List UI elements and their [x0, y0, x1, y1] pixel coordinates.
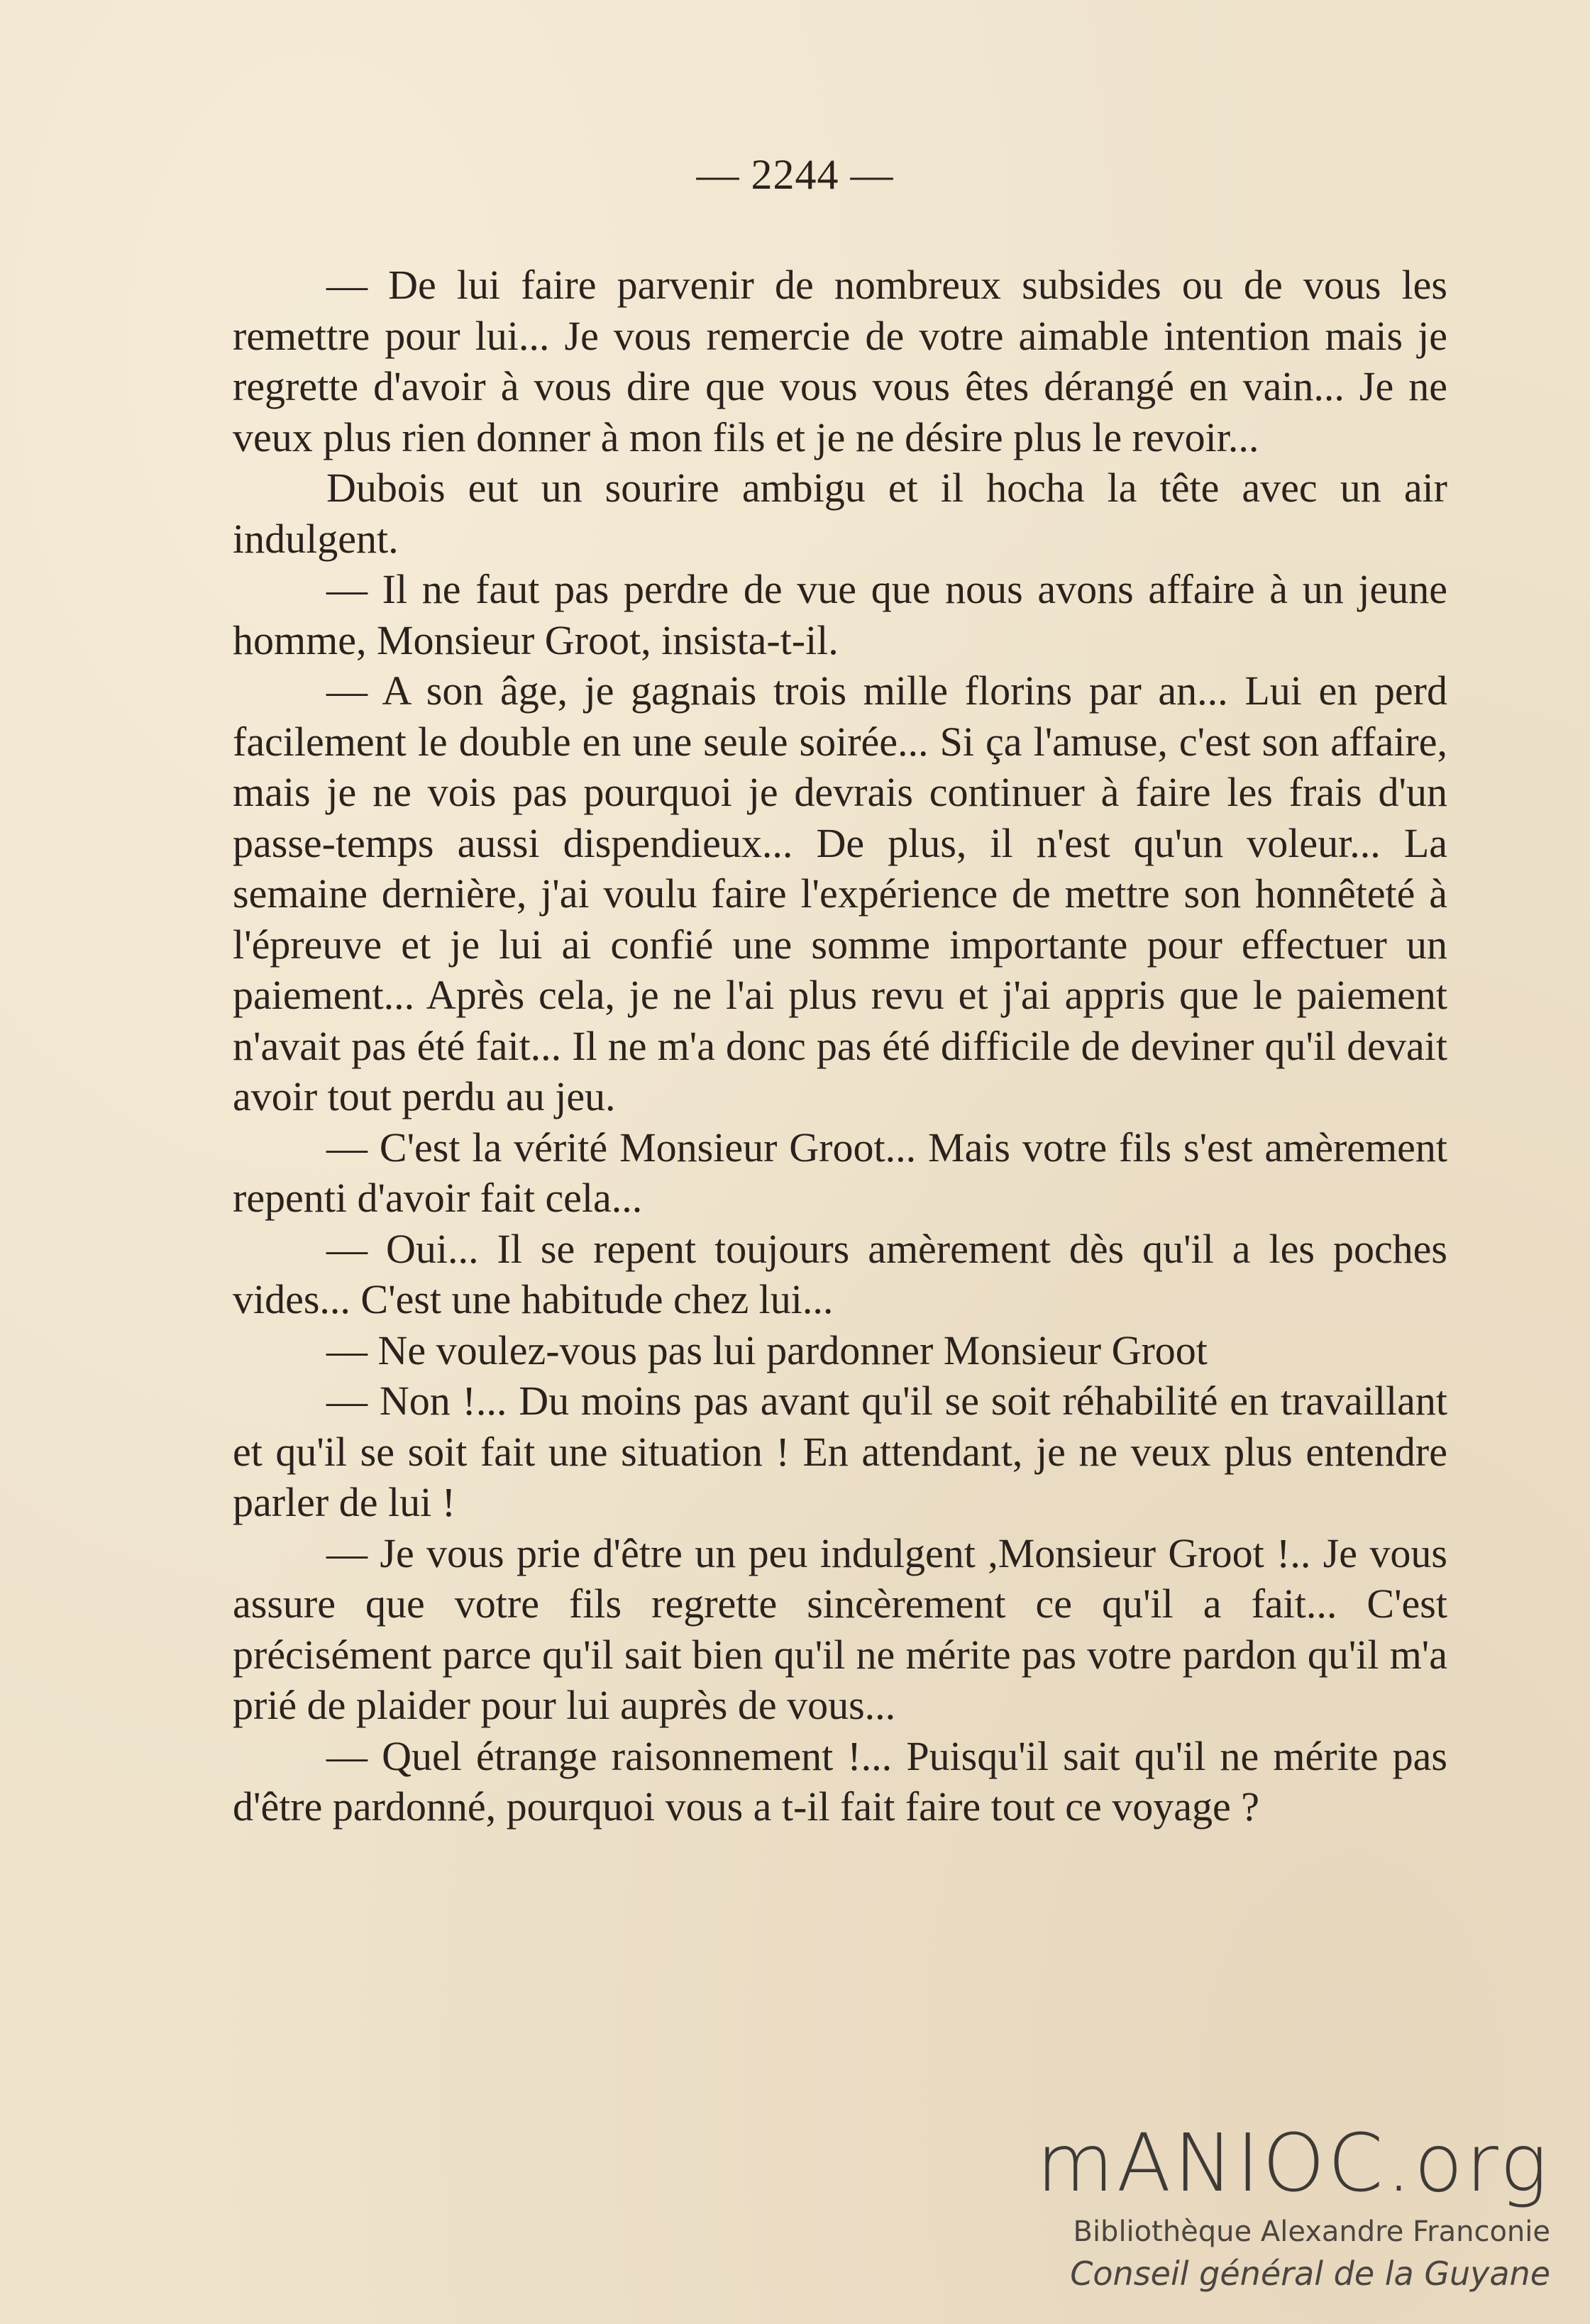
paragraph: — De lui faire parvenir de nombreux subsides ou de vous les remettre pour lui... Je vous remercie de votre aimable intention mais je regrette d'avoir à vous dire que vous vous êtes dérangé en vain... Je ne veux plus rien donner à mon fils et je ne désire plus le revoir...	[233, 262, 1447, 460]
paragraph: — Je vous prie d'être un peu indulgent ,Monsieur Groot !.. Je vous assure que votre fils regrette sincèrement ce qu'il a fait... C'est précisément parce qu'il sait bien qu'il ne mérite pas votre pardon qu'il m'a prié de plaider pour lui auprès de vous...	[233, 1529, 1447, 1728]
paragraph: — A son âge, je gagnais trois mille florins par an... Lui en perd facilement le double en une seule soirée... Si ça l'amuse, c'est son affaire, mais je ne vois pas pourquoi je devrais continuer à faire les frais d'un passe-temps aussi dispendieux... De plus, il n'est qu'un voleur... La semaine dernière, j'ai voulu faire l'expérience de mettre son honnêteté à l'épreuve et je lui ai confié une somme importante pour effectuer un paiement... Après cela, je ne l'ai plus revu et j'ai appris que le paiement n'avait pas été fait... Il ne m'a donc pas été difficile de deviner qu'il devait avoir tout perdu au jeu.	[233, 668, 1447, 1119]
manioc-watermark	[1011, 2118, 1550, 2296]
paragraph: Dubois eut un sourire ambigu et il hocha la tête avec un air indulgent.	[233, 465, 1447, 562]
watermark-library: Bibliothèque Alexandre Franconie	[1073, 2215, 1550, 2248]
paragraph: — Oui... Il se repent toujours amèrement dès qu'il a les poches vides... C'est une habitude chez lui...	[233, 1225, 1447, 1322]
manioc-logo: mANIOC.org	[1036, 2118, 1550, 2210]
page-number: — 2244 —	[696, 151, 894, 198]
paragraph: — Ne voulez-vous pas lui pardonner Monsieur Groot	[326, 1327, 1208, 1373]
watermark-council: Conseil général de la Guyane	[1070, 2254, 1550, 2293]
body-text	[233, 260, 1447, 1832]
paragraph: — C'est la vérité Monsieur Groot... Mais votre fils s'est amèrement repenti d'avoir fait cela...	[233, 1124, 1447, 1221]
paragraph: — Non !... Du moins pas avant qu'il se soit réhabilité en travaillant et qu'il se soit fait une situation ! En attendant, je ne veux plus entendre parler de lui !	[233, 1378, 1447, 1525]
paragraph: — Il ne faut pas perdre de vue que nous avons affaire à un jeune homme, Monsieur Groot, insista-t-il.	[233, 566, 1447, 663]
paragraph: — Quel étrange raisonnement !... Puisqu'il sait qu'il ne mérite pas d'être pardonné, pourquoi vous a t-il fait faire tout ce voyage ?	[233, 1732, 1447, 1830]
